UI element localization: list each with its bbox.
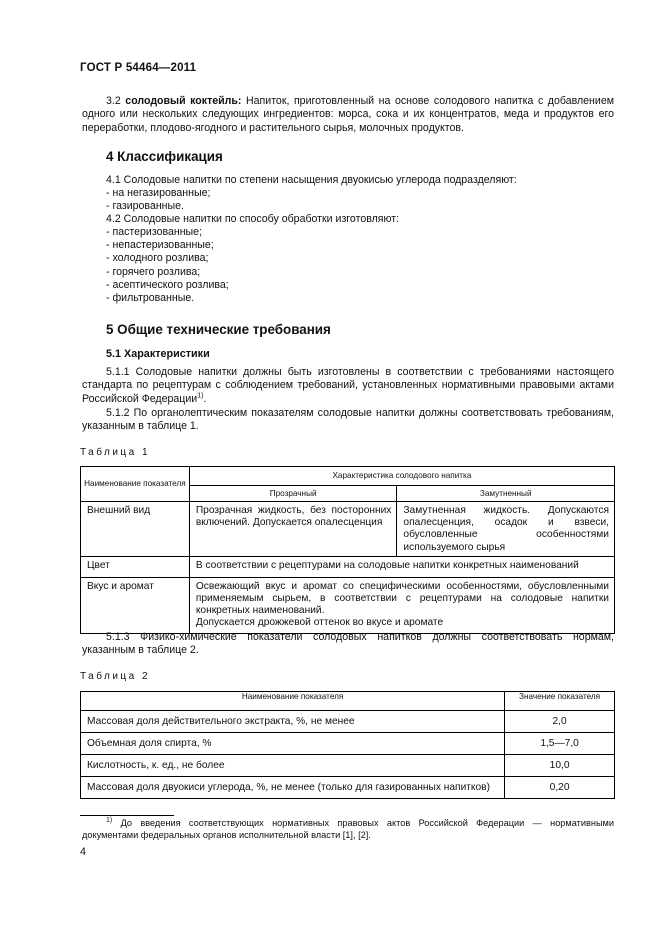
list-item: - асептического розлива;	[106, 278, 229, 291]
table-cell: Объемная доля спирта, %	[81, 733, 505, 755]
list-item: - газированные.	[106, 200, 184, 213]
section-4-title: 4 Классификация	[106, 149, 223, 164]
definition-text: Напиток, приготовленный на основе солодового напитка с добавлением одного или нескольких следующих ингредиентов: морса, сока и их концентратов, меда и продуктов его переработки, плодово-ягодного и растительного сырья, молочных продуктов.	[82, 95, 614, 134]
table-1-header-name: Наименование показателя	[81, 467, 190, 502]
table-cell: 0,20	[505, 777, 615, 799]
table-cell: Цвет	[81, 556, 190, 577]
table-row	[81, 556, 615, 577]
table-1-header-cloudy: Замутненный	[397, 486, 615, 502]
definition-term: солодовый коктейль:	[125, 95, 242, 107]
clause-5-1-1: 5.1.1 Солодовые напитки должны быть изготовлены в соответствии с требованиями настоящего стандарта по рецептурам с соблюдением требований, установленных нормативными правовыми актами Российской Федерации$^{1)}$.	[82, 366, 614, 405]
clause-5-1-3: 5.1.3 Физико-химические показатели солодовых напитков должны соответствовать нормам, указанным в таблице 2.	[82, 631, 614, 657]
table-1	[80, 466, 615, 634]
table-2	[80, 691, 615, 799]
page-number: 4	[80, 846, 87, 858]
table-cell: 2,0	[505, 711, 615, 733]
table-2-header-value: Значение показателя	[505, 692, 615, 711]
clause-5-1-2: 5.1.2 По органолептическим показателям солодовые напитки должны соответствовать требованиям, указанным в таблице 1.	[82, 407, 614, 433]
footnote-text: До введения соответствующих нормативных правовых актов Российской Федерации — нормативными документами федеральных органов исполнительной власти [1], [2].	[82, 818, 614, 840]
table-cell: 1,5—7,0	[505, 733, 615, 755]
footnote	[82, 818, 614, 841]
clause-4-1: 4.1 Солодовые напитки по степени насыщения двуокисью углерода подразделяют:	[106, 174, 517, 186]
table-row	[81, 711, 615, 733]
table-cell: Прозрачная жидкость, без посторонних включений. Допускается опалесценция	[189, 502, 397, 557]
table-cell: Массовая доля действительного экстракта, %, не менее	[81, 711, 505, 733]
table-row	[81, 777, 615, 799]
definition-number: 3.2	[106, 95, 121, 107]
list-item: - непастеризованные;	[106, 239, 214, 252]
clause-4-2: 4.2 Солодовые напитки по способу обработки изготовляют:	[106, 213, 400, 225]
table-cell: 10,0	[505, 755, 615, 777]
table-cell: Кислотность, к. ед., не более	[81, 755, 505, 777]
table-cell: В соответствии с рецептурами на солодовые напитки конкретных наименований	[189, 556, 614, 577]
table-2-header-name: Наименование показателя	[81, 692, 505, 711]
list-item: - на негазированные;	[106, 187, 211, 199]
table-2-caption: Таблица 2	[80, 671, 151, 682]
list-processing	[106, 226, 586, 305]
list-item: - горячего розлива;	[106, 265, 201, 278]
list-item: - пастеризованные;	[106, 226, 203, 238]
section-5-title: 5 Общие технические требования	[106, 322, 331, 337]
footnote-ref: 1)	[197, 392, 204, 400]
list-item: - фильтрованные.	[106, 292, 195, 305]
table-row	[81, 502, 615, 557]
table-row	[81, 577, 615, 633]
table-cell: Вкус и аромат	[81, 577, 190, 633]
table-1-header-group: Характеристика солодового напитка	[189, 467, 614, 486]
table-row	[81, 733, 615, 755]
table-row	[81, 755, 615, 777]
list-item: - холодного розлива;	[106, 252, 209, 265]
table-cell: Внешний вид	[81, 502, 190, 557]
table-cell: Освежающий вкус и аромат со специфическими особенностями, обусловленными применяемым сырьем, в соответствии с рецептурами на солодовые напитки конкретных наименований. Допускается дрожжевой оттенок во вкусе и аромате	[189, 577, 614, 633]
definition-3-2	[82, 95, 614, 135]
document-header: ГОСТ Р 54464—2011	[80, 62, 197, 74]
table-cell: Массовая доля двуокиси углерода, %, не менее (только для газированных напитков)	[81, 777, 505, 799]
table-1-caption: Таблица 1	[80, 447, 151, 458]
footnote-divider	[80, 815, 174, 816]
subsection-5-1-title: 5.1 Характеристики	[106, 348, 210, 360]
table-1-header-clear: Прозрачный	[189, 486, 397, 502]
table-cell: Замутненная жидкость. Допускаются опалесценция, осадок и взвеси, обусловленные особенностями используемого сырья	[397, 502, 615, 557]
list-carbonation	[106, 187, 586, 213]
footnote-mark: 1)	[106, 816, 113, 824]
